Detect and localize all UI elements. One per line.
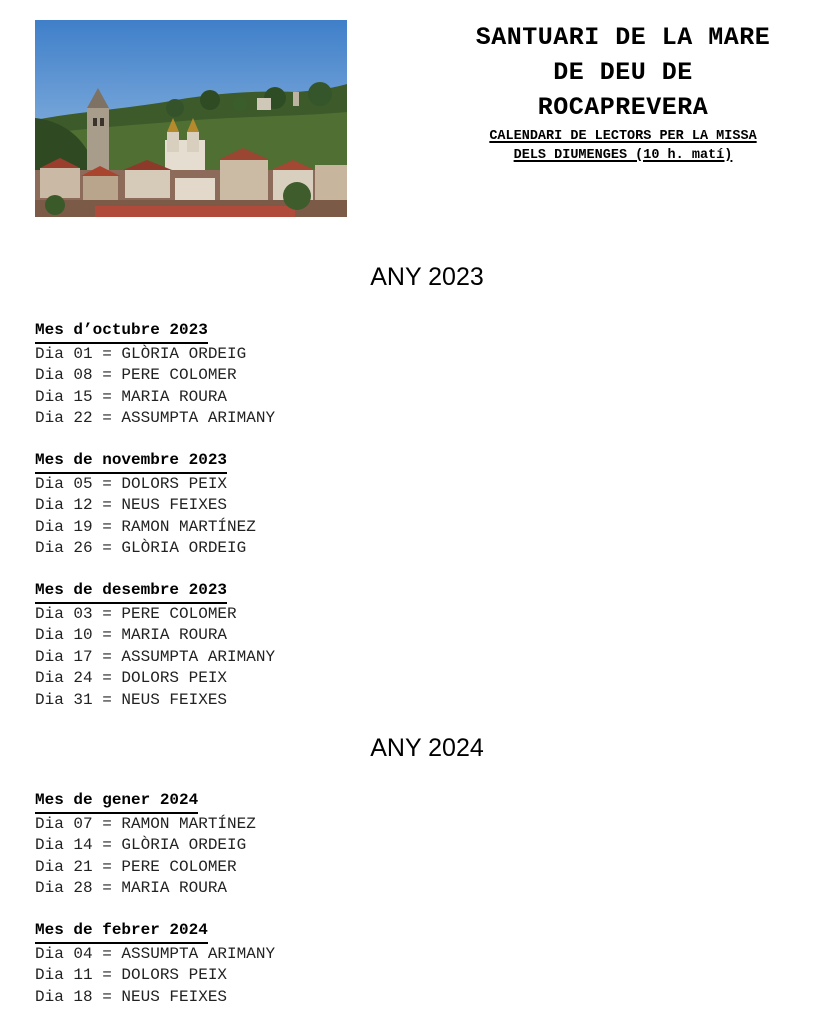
list-item: Dia 18 = NEUS FEIXES (35, 987, 228, 1006)
list-item: Dia 04 = ASSUMPTA ARIMANY (35, 944, 276, 963)
month-block-february-2024 (35, 920, 275, 1008)
list-item: Dia 11 = DOLORS PEIX (35, 966, 228, 985)
month-block-october-2023 (35, 320, 275, 430)
month-block-january-2024 (35, 790, 256, 900)
subtitle-line-2: DELS DIUMENGES (10 h. matí) (513, 148, 733, 163)
list-item: Dia 08 = PERE COLOMER (35, 366, 237, 385)
month-title: Mes de febrer 2024 (35, 920, 208, 944)
header-block (420, 20, 826, 165)
list-item: Dia 24 = DOLORS PEIX (35, 669, 228, 688)
month-title: Mes de desembre 2023 (35, 580, 227, 604)
month-title: Mes d’octubre 2023 (35, 320, 208, 344)
year-heading-2023: ANY 2023 (370, 263, 484, 291)
list-item: Dia 12 = NEUS FEIXES (35, 496, 228, 515)
list-item: Dia 01 = GLÒRIA ORDEIG (35, 344, 247, 363)
town-church-photo (35, 20, 347, 217)
list-item: Dia 17 = ASSUMPTA ARIMANY (35, 647, 276, 666)
page-title-line-3: ROCAPREVERA (537, 93, 709, 122)
month-title: Mes de novembre 2023 (35, 450, 227, 474)
list-item: Dia 19 = RAMON MARTÍNEZ (35, 517, 256, 536)
list-item: Dia 03 = PERE COLOMER (35, 604, 237, 623)
list-item: Dia 14 = GLÒRIA ORDEIG (35, 836, 247, 855)
page-title-line-2: DE DEU DE (553, 58, 693, 87)
list-item: Dia 26 = GLÒRIA ORDEIG (35, 539, 247, 558)
list-item: Dia 07 = RAMON MARTÍNEZ (35, 814, 256, 833)
subtitle-line-1: CALENDARI DE LECTORS PER LA MISSA (489, 129, 757, 144)
list-item: Dia 31 = NEUS FEIXES (35, 690, 228, 709)
list-item: Dia 22 = ASSUMPTA ARIMANY (35, 409, 276, 428)
month-title: Mes de gener 2024 (35, 790, 198, 814)
list-item: Dia 21 = PERE COLOMER (35, 857, 237, 876)
month-block-december-2023 (35, 580, 275, 711)
list-item: Dia 10 = MARIA ROURA (35, 626, 228, 645)
month-block-november-2023 (35, 450, 256, 560)
list-item: Dia 15 = MARIA ROURA (35, 387, 228, 406)
page-title-line-1: SANTUARI DE LA MARE (475, 23, 771, 52)
list-item: Dia 05 = DOLORS PEIX (35, 474, 228, 493)
list-item: Dia 28 = MARIA ROURA (35, 879, 228, 898)
year-heading-2024: ANY 2024 (370, 734, 484, 762)
